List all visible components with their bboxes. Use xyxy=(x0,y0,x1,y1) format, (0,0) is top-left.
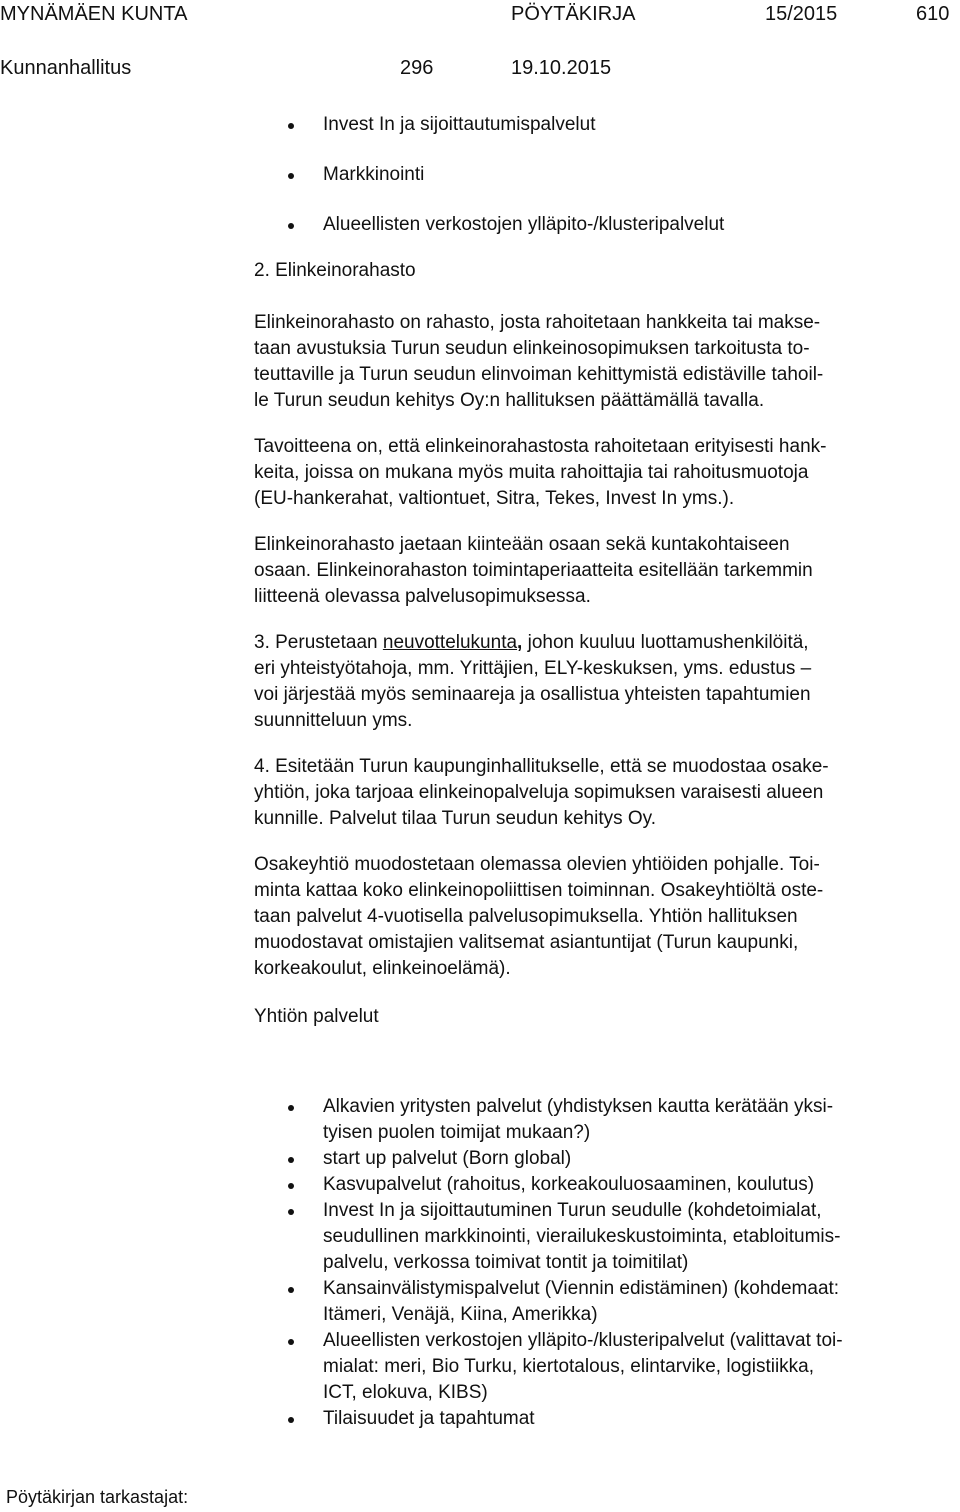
list-item-text: Kansainvälistymispalvelut (Viennin edistäminen) (kohdemaat: xyxy=(323,1278,840,1299)
paragraph-line: Tavoitteena on, että elinkeinorahastosta rahoitetaan erityisesti hank- xyxy=(254,436,827,457)
section-2-heading xyxy=(254,258,942,284)
paragraph-line: Osakeyhtiö muodostetaan olemassa olevien yhtiöiden pohjalle. Toi- xyxy=(254,854,820,875)
page-footer xyxy=(6,1488,188,1506)
list-item-text: seudullinen markkinointi, vierailukeskustoiminta, etabloitumis- xyxy=(323,1226,841,1247)
paragraph-line: eri yhteistyötahoja, mm. Yrittäjien, ELY-keskuksen, yms. edustus – xyxy=(254,658,812,679)
section-2-paragraph-2 xyxy=(254,434,942,512)
document-body xyxy=(254,258,942,1030)
page-number: 610 xyxy=(916,3,950,25)
bullet-icon xyxy=(288,1339,294,1345)
paragraph-line: taan avustuksia Turun seudun elinkeinosopimuksen tarkoitusta to- xyxy=(254,338,810,359)
municipality-name: MYNÄMÄEN KUNTA xyxy=(0,3,188,25)
list-item-text: tyisen puolen toimijat mukaan?) xyxy=(323,1122,591,1143)
services-heading xyxy=(254,1004,942,1030)
list-item xyxy=(0,112,960,138)
paragraph-line: voi järjestää myös seminaareja ja osallistua yhteisten tapahtumien xyxy=(254,684,811,705)
bullet-icon xyxy=(288,123,294,129)
list-item-text: Invest In ja sijoittautuminen Turun seudulle (kohdetoimialat, xyxy=(323,1200,822,1221)
section-3-prefix: 3. Perustetaan xyxy=(254,632,383,653)
bullet-icon xyxy=(288,223,294,229)
bullet-icon xyxy=(288,1209,294,1215)
list-item-text: Invest In ja sijoittautumispalvelut xyxy=(323,114,596,135)
list-item xyxy=(0,1198,960,1276)
company-paragraph xyxy=(254,852,942,982)
section-3-rest: johon kuuluu luottamushenkilöitä, xyxy=(522,632,809,653)
list-item-text: Itämeri, Venäjä, Kiina, Amerikka) xyxy=(323,1304,598,1325)
paragraph-line: keita, joissa on mukana myös muita rahoittajia tai rahoitusmuotoja xyxy=(254,462,809,483)
services-bullet-list xyxy=(0,1094,960,1432)
list-item xyxy=(0,162,960,188)
paragraph-line: yhtiön, joka tarjoaa elinkeinopalveluja sopimuksen varaisesti alueen xyxy=(254,782,824,803)
bullet-icon xyxy=(288,1157,294,1163)
paragraph-line: liitteenä olevassa palvelusopimuksessa. xyxy=(254,586,591,607)
section-2-paragraph-1 xyxy=(254,310,942,414)
section-2-paragraph-3 xyxy=(254,532,942,610)
document-type: PÖYTÄKIRJA xyxy=(511,3,636,25)
bold-comma: , xyxy=(517,632,523,653)
list-item-text: mialat: meri, Bio Turku, kiertotalous, elintarvike, logistiikka, xyxy=(323,1356,815,1377)
paragraph-line: osaan. Elinkeinorahaston toimintaperiaatteita esitellään tarkemmin xyxy=(254,560,813,581)
governing-body: Kunnanhallitus xyxy=(0,57,132,79)
issue-number: 15/2015 xyxy=(765,3,838,25)
list-item-text: Alkavien yritysten palvelut (yhdistyksen kautta kerätään yksi- xyxy=(323,1096,834,1117)
list-item-text: Kasvupalvelut (rahoitus, korkeakouluosaaminen, koulutus) xyxy=(323,1174,815,1195)
underlined-term: neuvottelukunta xyxy=(382,632,518,653)
list-item-text: start up palvelut (Born global) xyxy=(323,1148,572,1169)
list-item-text: Alueellisten verkostojen ylläpito-/klusteripalvelut (valittavat toi- xyxy=(323,1330,843,1351)
page-header xyxy=(0,0,960,84)
paragraph-line: 4. Esitetään Turun kaupunginhallitukselle, että se muodostaa osake- xyxy=(254,756,829,777)
section-3-paragraph xyxy=(254,630,942,734)
list-item xyxy=(0,1094,960,1146)
list-item-text: palvelu, verkossa toimivat tontit ja toimitilat) xyxy=(323,1252,689,1273)
section-4-paragraph xyxy=(254,754,942,832)
heading-text: 2. Elinkeinorahasto xyxy=(254,260,416,281)
list-item-text: ICT, elokuva, KIBS) xyxy=(323,1382,488,1403)
list-item-text: Alueellisten verkostojen ylläpito-/klusteripalvelut xyxy=(323,214,725,235)
list-item xyxy=(0,1146,960,1172)
section-number: 296 xyxy=(400,57,434,79)
list-item xyxy=(0,1172,960,1198)
paragraph-line: le Turun seudun kehitys Oy:n hallituksen päättämällä tavalla. xyxy=(254,390,765,411)
list-item-text: Tilaisuudet ja tapahtumat xyxy=(323,1408,535,1429)
paragraph-line: Elinkeinorahasto on rahasto, josta rahoitetaan hankkeita tai makse- xyxy=(254,312,821,333)
list-item xyxy=(0,212,960,238)
paragraph-line: kunnille. Palvelut tilaa Turun seudun kehitys Oy. xyxy=(254,808,657,829)
paragraph-line: suunnitteluun yms. xyxy=(254,710,413,731)
paragraph-line xyxy=(254,630,942,656)
meeting-date: 19.10.2015 xyxy=(511,57,612,79)
paragraph-line: minta kattaa koko elinkeinopoliittisen toiminnan. Osakeyhtiöltä oste- xyxy=(254,880,824,901)
paragraph-line: taan palvelut 4-vuotisella palvelusopimuksella. Yhtiön hallituksen xyxy=(254,906,798,927)
paragraph-line: (EU-hankerahat, valtiontuet, Sitra, Tekes, Invest In yms.). xyxy=(254,488,735,509)
bullet-icon xyxy=(288,1417,294,1423)
bullet-icon xyxy=(288,1183,294,1189)
list-item xyxy=(0,1328,960,1406)
heading-text: Yhtiön palvelut xyxy=(254,1006,379,1027)
list-item xyxy=(0,1406,960,1432)
minutes-examiners-label: Pöytäkirjan tarkastajat: xyxy=(6,1487,189,1507)
list-item xyxy=(0,1276,960,1328)
paragraph-line: muodostavat omistajien valitsemat asiantuntijat (Turun kaupunki, xyxy=(254,932,799,953)
paragraph-line: teuttaville ja Turun seudun elinvoiman kehittymistä edistäville tahoil- xyxy=(254,364,824,385)
bullet-icon xyxy=(288,173,294,179)
list-item-text: Markkinointi xyxy=(323,164,425,185)
bullet-icon xyxy=(288,1287,294,1293)
bullet-icon xyxy=(288,1105,294,1111)
top-bullet-list xyxy=(0,112,960,238)
paragraph-line: korkeakoulut, elinkeinoelämä). xyxy=(254,958,511,979)
paragraph-line: Elinkeinorahasto jaetaan kiinteään osaan sekä kuntakohtaiseen xyxy=(254,534,790,555)
